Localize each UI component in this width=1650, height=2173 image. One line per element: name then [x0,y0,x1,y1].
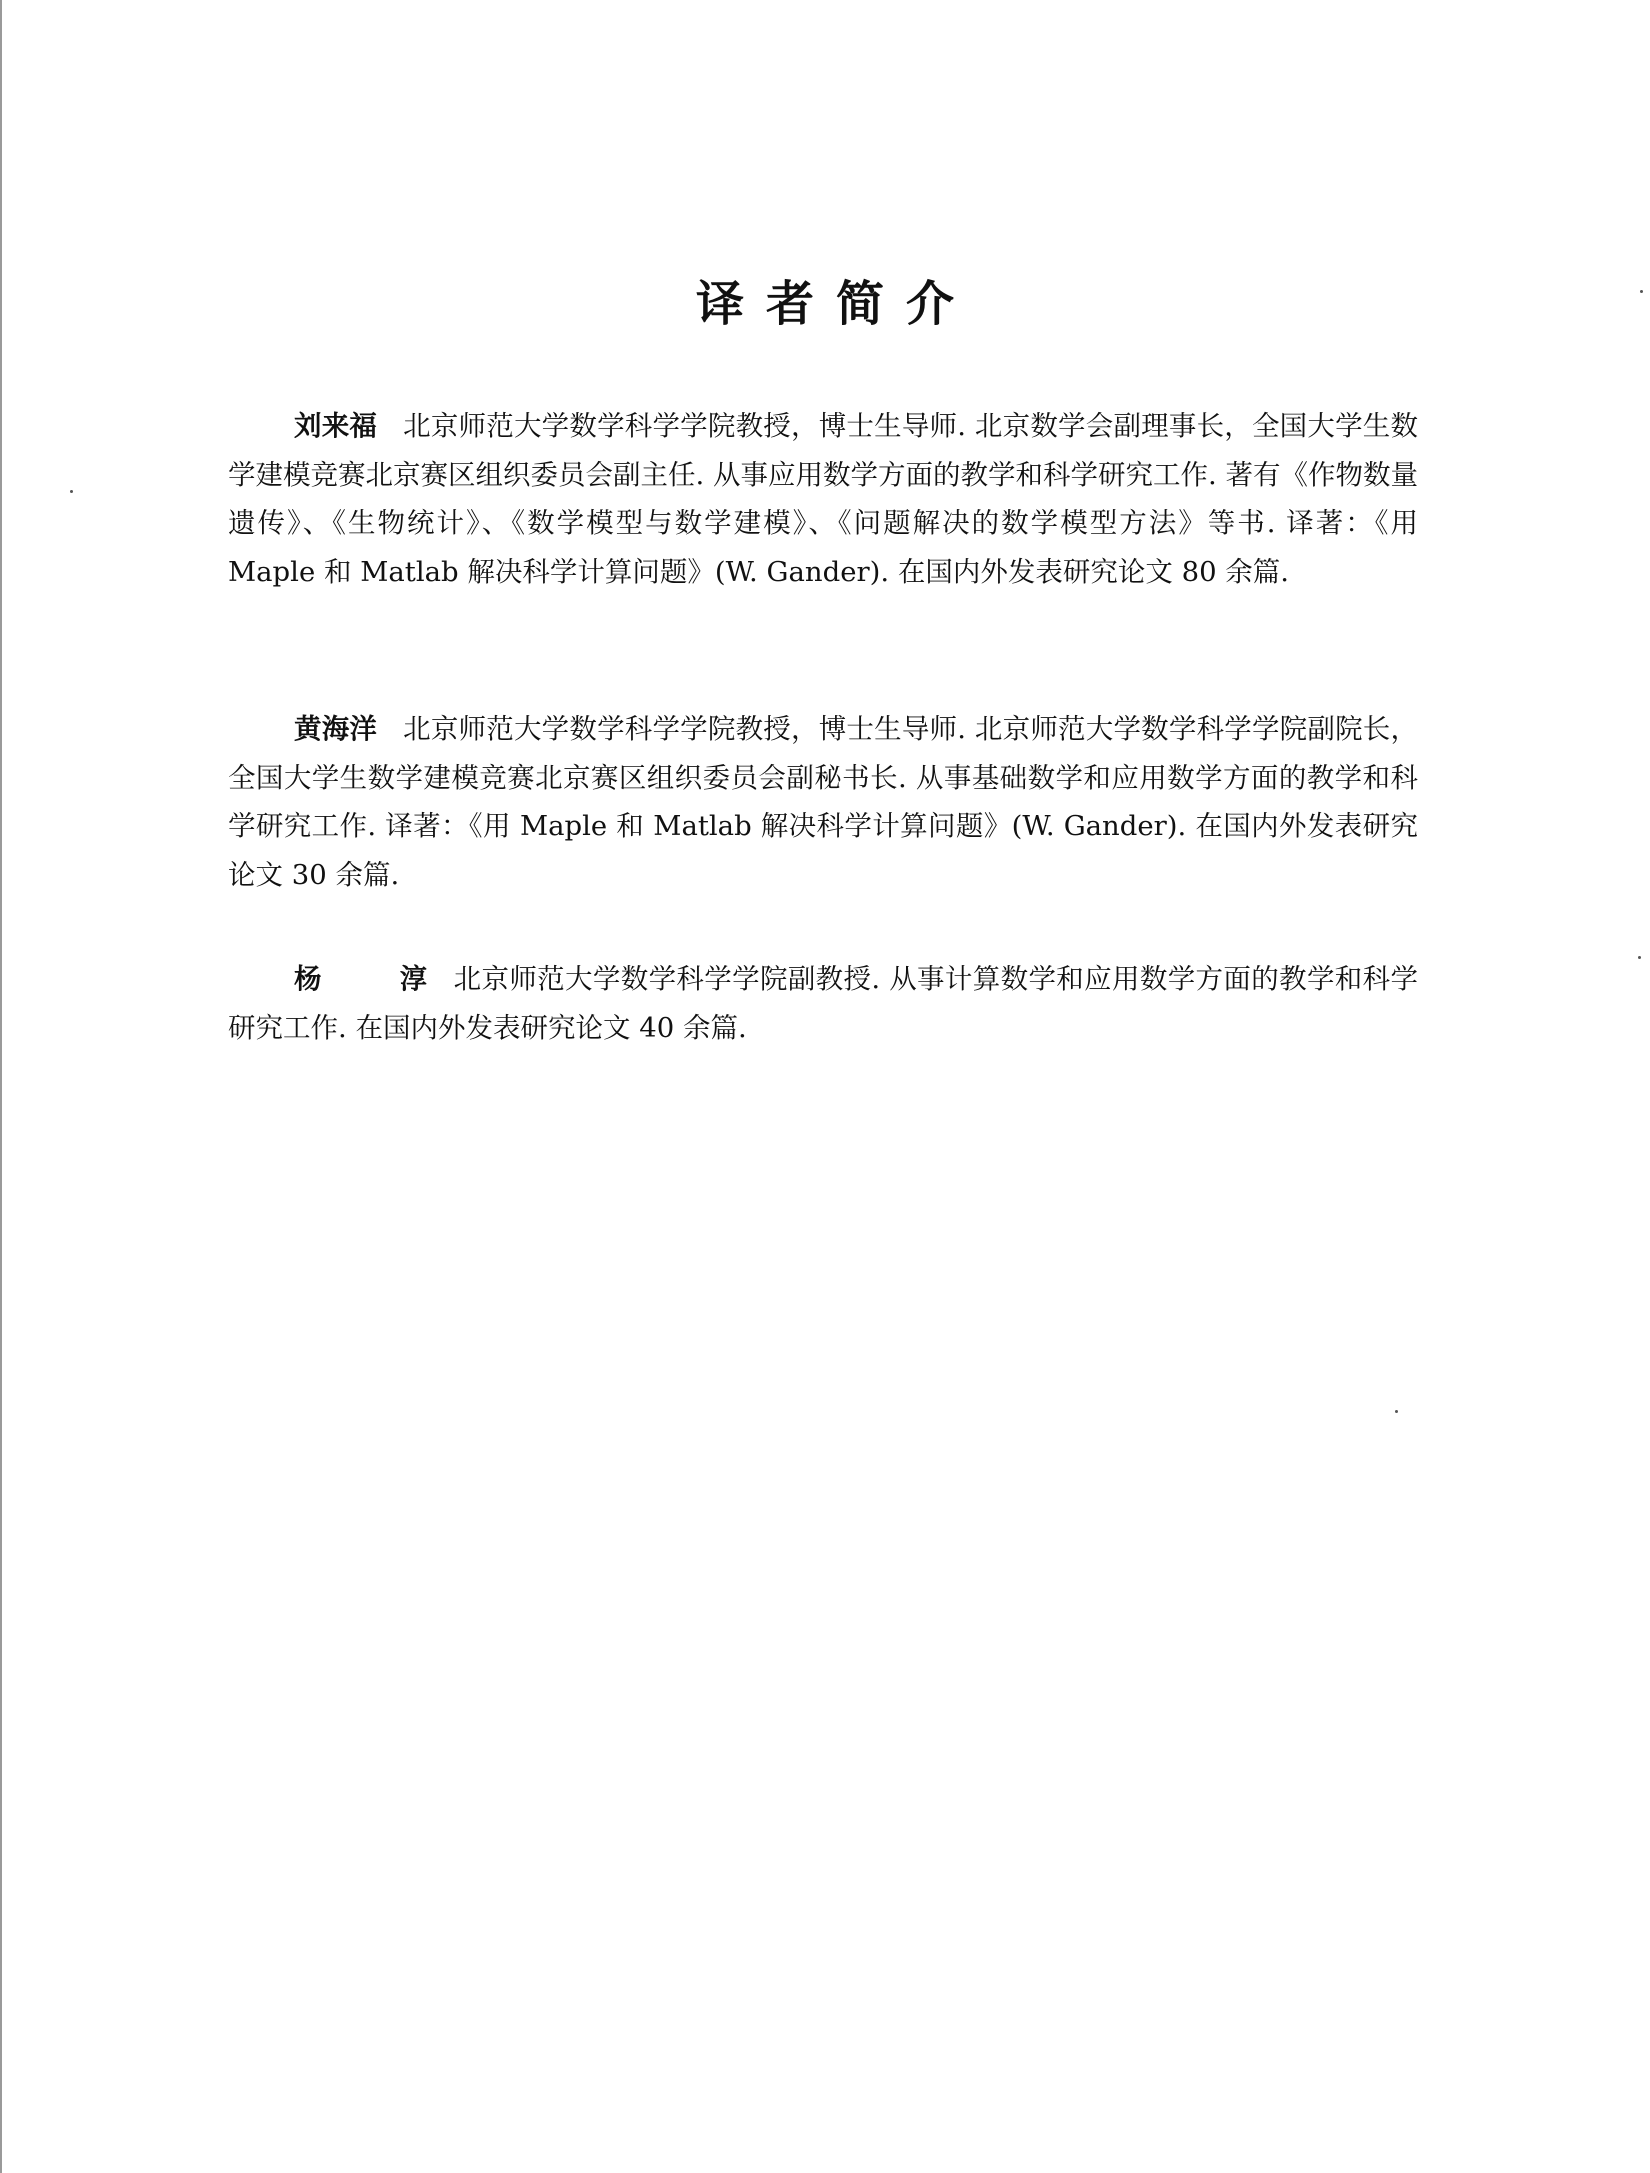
translator-name: 杨 淳 [294,963,462,995]
translator-name: 刘来福 [294,410,378,442]
translator-bio-liu [228,402,1418,596]
scan-speck [1638,956,1641,959]
translator-bio-text: 北京师范大学数学科学学院教授，博士生导师. 北京数学会副理事长，全国大学生数学建模竞赛北京赛区组织委员会副主任. 从事应用数学方面的教学和科学研究工作. 著有《作物数量遗传》、《生物统计》、《数学模型与数学建模》、《问题解决的数学模型方法》等书. 译著：《用 Maple 和 Matlab 解决科学计算问题》(W. Gander). 在国内外发表研究论文 80 余篇. [228,410,1419,588]
translator-bio-yang [228,955,1418,1052]
translator-name: 黄海洋 [294,713,378,745]
page-title: 译者简介 [695,276,976,332]
translator-bio-text: 北京师范大学数学科学学院教授，博士生导师. 北京师范大学数学科学学院副院长，全国大学生数学建模竞赛北京赛区组织委员会副秘书长. 从事基础数学和应用数学方面的教学和科学研究工作. 译著：《用 Maple 和 Matlab 解决科学计算问题》(W. Gander). 在国内外发表研究论文 30 余篇. [228,713,1419,891]
scan-speck [70,490,73,493]
translator-bio-text: 北京师范大学数学科学学院副教授. 从事计算数学和应用数学方面的教学和科学研究工作. 在国内外发表研究论文 40 余篇. [228,963,1418,1044]
scan-speck [1395,1410,1398,1413]
scan-speck [1640,290,1643,293]
translator-bio-huang [228,705,1418,899]
